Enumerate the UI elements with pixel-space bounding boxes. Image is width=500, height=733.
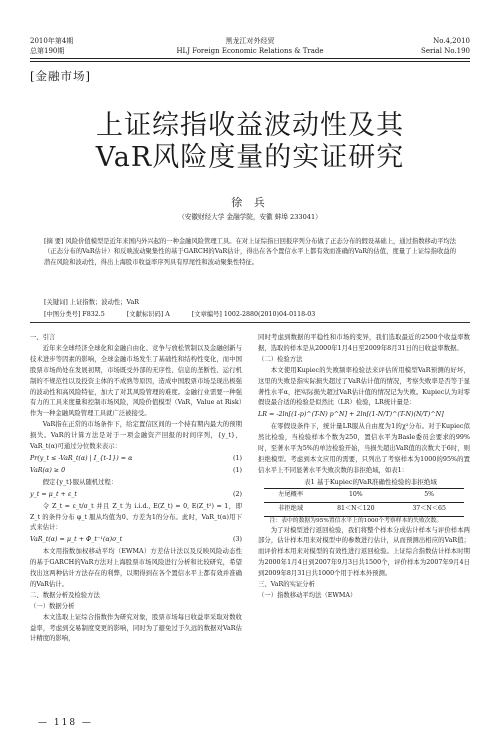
table-row: [264, 488, 464, 502]
equation-body: Pr(y_t ≤ -VaR_t(α) | I_{t-1}) = α: [30, 454, 133, 462]
section-heading: 一、引言: [30, 334, 56, 341]
equation-body: VaR_t(α) = μ_t + Φ_t⁻¹(α)σ_t: [30, 536, 123, 544]
equation-number: (1): [233, 454, 242, 462]
equation: [30, 454, 242, 465]
header-journal-cn: 黑龙江对外经贸: [225, 37, 275, 45]
article-title-line2: VaR风险度量的实证研究: [95, 142, 405, 173]
right-column: [258, 333, 470, 602]
table-cell: 非拒绝域: [264, 502, 317, 516]
author-affiliation: （安徽财经大学 金融学院，安徽 蚌埠 233041）: [178, 213, 322, 221]
header-number: [421, 36, 470, 56]
header-number-line2: Serial No.190: [421, 47, 470, 55]
header-journal: [30, 36, 470, 56]
kupiec-table: [264, 488, 464, 517]
equation-body: VaR(α) ≥ 0: [30, 466, 66, 474]
section-heading: 三、VaR的实证分析: [258, 581, 315, 589]
equation-number: (1): [233, 466, 242, 474]
equation: [258, 410, 470, 421]
table-cell: 37＜N＜65: [394, 502, 464, 516]
header-number-line1: No.4,2010: [433, 37, 470, 45]
table-cell: 左尾概率: [264, 488, 317, 502]
classification-rule: [30, 322, 470, 323]
paragraph: 令 Z_t = ε_t/σ_t 并且 Z_t 为 i.i.d., E(Z_t) = 0, E(Z_t²) = 1，即 Z_t 的条件分布 φ_t 服从均值为0、方差为1的分布。此时，VaR_t(α)用下式来估计：: [30, 502, 242, 532]
keywords: [关键词] 上证指数；波动性；VaR: [44, 299, 139, 306]
clc-number: [中图分类号] F832.5: [44, 311, 105, 318]
header-issue-line1: 2010年第4期: [30, 37, 74, 45]
equation-number: (2): [233, 490, 242, 498]
paragraph: VaR指在正常的市场条件下，给定置信区间的一个持有期内最大的预期损失。VaR的计算方法是对于一项金融资产回报的时间序列，{y_t}，VaR_t(α)可通过分位数来表示：: [30, 421, 242, 451]
running-header: [30, 36, 470, 62]
left-column: [30, 333, 242, 645]
header-journal-en: HLJ Foreign Economic Relations & Trade: [176, 47, 324, 55]
section-heading: （一）指数移动平均法（EWMA）: [258, 591, 357, 599]
paragraph: 本文用指数加权移动平均（EWMA）方差估计法以及反映风险动态性的基于GARCH的VaR方法对上海股票市场风险进行分析和比较研究，希望找出这两种估计方法存在的利弊，以期得到在各个置信水平上都有效并准确的VaR估计。: [30, 548, 242, 588]
table-note: 注：表中的数据为95%置信水平上的1000个考察样本的失败次数。: [269, 517, 443, 524]
equation: [30, 490, 242, 501]
section-heading: 二、数据分析及检验方法: [30, 591, 100, 599]
author-name: 徐 兵: [231, 196, 269, 209]
abstract: [摘 要] 风险价值模型是近年来国内外兴起的一种金融风险管理工具。在对上证综指日回报序列分布做了正态分布的假设基础上，通过指数移动平均法（正态分布的VaR估计）和反映波动聚集性的基于GARCH的VaR估计，得出在各个置信水平上都有效而准确的VaR的估值，度量了上证综指收益的潜在风险和波动性，得出上海股市收益率序列具有厚尾性和波动聚集性特征。: [44, 238, 456, 266]
article-number: [文章编号] 1002-2880(2010)04-0118-03: [191, 311, 316, 318]
document-code: [文献标识码] A: [126, 311, 170, 318]
paragraph: 在零假设条件下，统计量LR服从自由度为1的χ²分布。对于Kupiec似然比检验，当检验样本个数为250，置信水平为Basle委员会要求的99%时，至著水平为5%的单边检验开始，当损失超出VaR值的次数大于6时，则拒绝模型。考虑到本文应用的需要，只列出了考察样本为1000的95%的置信水平上不同显著水平失败次数的非拒绝域，如表1：: [258, 423, 470, 474]
section-heading: （一）数据分析: [30, 602, 75, 610]
equation-body: LR = -2ln[(1-p)^(T-N) p^N] + 2ln[(1-N/T)^(T-N)(N/T)^N]: [258, 411, 444, 419]
paragraph: 本文选取上证综合指数作为研究对象，股票市场每日收益率采取对数收益率，考虑到交易制度变更的影响，同时为了避免过于久远的数据对VaR估计精度的影响，: [30, 613, 242, 643]
page-number: — 118 —: [38, 718, 93, 728]
section-label: [金融市场]: [30, 69, 91, 83]
equation-body: y_t = μ_t + ε_t: [30, 490, 77, 498]
equation: [30, 466, 242, 477]
header-rule: [30, 58, 470, 59]
table-cell: 5%: [394, 488, 464, 502]
table-caption: 表1 基于Kupiec的VaR准确性检验的非拒绝域: [304, 477, 437, 486]
section-heading: （二）检验方法: [258, 355, 303, 363]
table-cell: 10%: [317, 488, 394, 502]
paragraph: 本文使用Kupiec的失败频率检验法来评估所用模型VaR预测的好坏，这里的失败是指实际损失超过了VaR估计值的情况，考察失败率是否等于显著性水平α，把实际损失超过VaR估计值的情况记为失败。Kupiec认为对零假设最合适的检验是似然比（LR）检验，LR统计量是：: [258, 366, 470, 407]
equation: [30, 535, 242, 546]
header-issue-line2: 总第190期: [30, 47, 65, 55]
paragraph: 假定{y_t}服从随机过程：: [42, 478, 118, 486]
paragraph: 为了对模型进行返回检验，我们将整个样本分成估计样本与评价样本两部分，估计样本用来对模型中的参数进行估计，从而预测出相应的VaR值；而评价样本用来对模型的有效性进行返回检验。上证综合指数估计样本时期为2000年1月4日到2007年9月3日共1500个，评价样本为2007年9月4日到2009年8月31日共1000个用于样本外预测。: [258, 526, 470, 578]
equation-number: (3): [233, 536, 242, 544]
table-row: [264, 502, 464, 516]
table-cell: 81＜N＜120: [317, 502, 394, 516]
article-title-line1: 上证综指收益波动性及其: [96, 110, 404, 141]
header-rule-thin: [30, 61, 470, 62]
paragraph: 近年来全球经济全球化和金融自由化、竞争与放松管制以及金融创新与技术进步等因素的影响，全球金融市场发生了基础性和结构性变化，而中国股票市场尚处在发展初期，市场既受外部的无序性、信息的垄断性、运行机制的不规范性以及投资主体的不成熟等原因，造成中国股票市场呈现出极强的波动性和高风险特征，加大了对其风险管理的难度。金融行业需要一种强有力的工具来度量和控制市场风险，风险价值模型（VaR，Value at Risk）作为一种金融风险管理工具就广泛被接受。: [30, 344, 242, 418]
classification-line: [44, 309, 480, 318]
paragraph: 同时考虑到数据的平稳性和市场的变异，我们选取最近的2500个收益率数据，选取的样本是从2000年1月4日至2009年8月31日的日收益率数据。: [258, 334, 470, 352]
